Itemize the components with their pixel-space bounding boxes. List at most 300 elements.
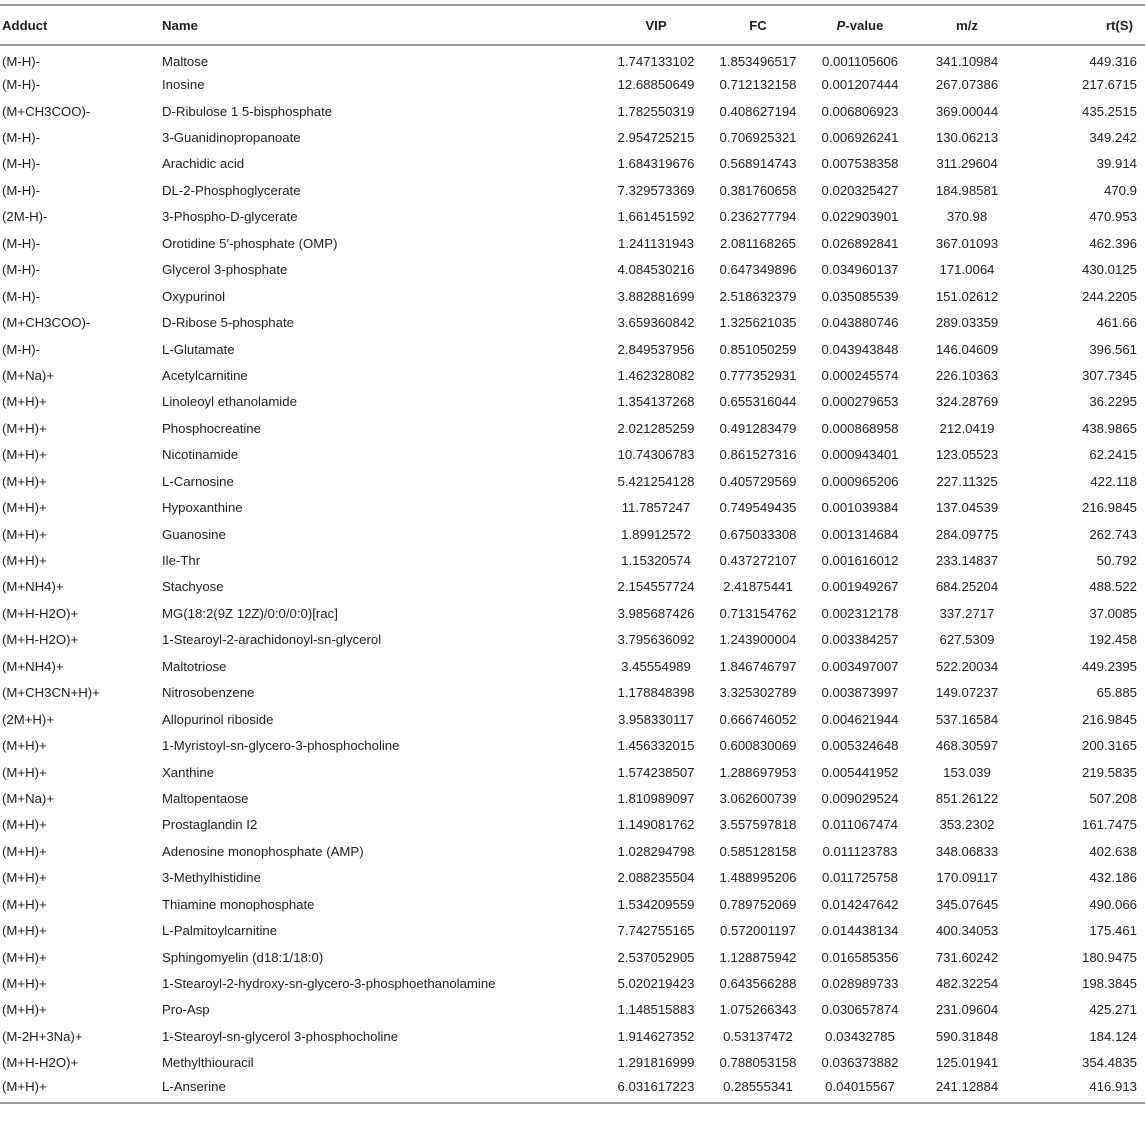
cell-name: Stachyose — [162, 579, 224, 595]
cell-p-value: 0.006926241 — [821, 130, 899, 146]
cell-mz: 284.09775 — [935, 526, 999, 542]
cell-fc: 1.243900004 — [719, 632, 797, 648]
cell-fc: 1.075266343 — [719, 1002, 797, 1018]
cell-fc: 0.572001197 — [719, 923, 797, 939]
cell-p-value: 0.002312178 — [821, 605, 899, 621]
cell-adduct: (M+H)+ — [2, 500, 47, 516]
cell-fc: 0.675033308 — [719, 526, 797, 542]
cell-fc: 0.749549435 — [719, 500, 797, 516]
cell-name: Ile-Thr — [162, 553, 201, 569]
cell-rt: 416.913 — [1020, 1076, 1145, 1102]
cell-adduct: (M+H)+ — [2, 923, 47, 939]
cell-vip: 2.537052905 — [617, 949, 695, 965]
cell-name: L-Carnosine — [162, 473, 234, 489]
cell-vip: 2.849537956 — [617, 341, 695, 357]
cell-adduct: (M-H)- — [2, 182, 41, 198]
cell-p-value: 0.003497007 — [821, 658, 899, 674]
cell-name: 3-Phospho-D-glycerate — [162, 209, 298, 225]
cell-vip: 1.456332015 — [617, 738, 695, 754]
cell-vip: 1.747133102 — [617, 54, 695, 70]
table-row — [0, 494, 1145, 520]
table-row — [0, 151, 1145, 177]
cell-adduct: (M+H-H2O)+ — [2, 632, 79, 648]
cell-name: Xanthine — [162, 764, 215, 780]
cell-rt: 396.561 — [1089, 341, 1137, 357]
cell-p-value: 0.001039384 — [821, 500, 899, 516]
cell-adduct: (M-H)- — [2, 77, 41, 93]
cell-mz: 146.04609 — [935, 341, 999, 357]
table-row — [0, 759, 1145, 785]
cell-vip: 7.742755165 — [617, 923, 695, 939]
table-row — [0, 970, 1145, 996]
cell-vip: 3.795636092 — [617, 632, 695, 648]
table-row — [0, 204, 1145, 230]
cell-p-value: 0.036373882 — [821, 1055, 899, 1071]
cell-adduct: (M+H)+ — [2, 896, 47, 912]
cell-mz: 311.29604 — [936, 156, 998, 172]
cell-mz: 231.09604 — [935, 1002, 999, 1018]
cell-adduct: (M+CH3CN+H)+ — [2, 685, 100, 701]
cell-name: Pro-Asp — [162, 1002, 210, 1018]
cell-p-value: 0.000868958 — [821, 420, 899, 436]
table-row — [0, 944, 1145, 970]
cell-vip: 3.958330117 — [617, 711, 695, 727]
cell-p-value: 0.014438134 — [821, 923, 899, 939]
cell-name: Maltopentaose — [162, 790, 249, 806]
cell-fc: 0.491283479 — [719, 420, 797, 436]
cell-rt: 435.2515 — [1081, 103, 1137, 119]
cell-fc: 0.647349896 — [719, 262, 797, 278]
cell-vip: 1.661451592 — [617, 209, 695, 225]
cell-mz: 400.34053 — [935, 923, 999, 939]
cell-rt: 402.638 — [1089, 843, 1137, 859]
cell-p-value: 0.003873997 — [821, 685, 899, 701]
cell-fc: 2.518632379 — [719, 288, 797, 304]
cell-name: Arachidic acid — [162, 156, 245, 172]
cell-name: Methylthiouracil — [162, 1055, 254, 1071]
cell-mz: 171.0064 — [939, 262, 995, 278]
table-body — [0, 45, 1145, 1103]
cell-fc: 3.062600739 — [719, 790, 797, 806]
cell-p-value: 0.034960137 — [821, 262, 899, 278]
cell-mz: 348.06833 — [935, 843, 999, 859]
table-row — [0, 362, 1145, 388]
cell-vip: 3.45554989 — [621, 658, 691, 674]
cell-rt: 65.885 — [1096, 685, 1137, 701]
table-row — [0, 785, 1145, 811]
cell-vip: 1.178848398 — [617, 685, 695, 701]
table-row — [0, 98, 1145, 124]
cell-name: Adenosine monophosphate (AMP) — [162, 843, 364, 859]
cell-vip: 1.534209559 — [617, 896, 695, 912]
cell-adduct: (M+CH3COO)- — [2, 103, 91, 119]
cell-fc: 1.853496517 — [719, 54, 797, 70]
cell-mz: 537.16584 — [935, 711, 999, 727]
cell-rt: 507.208 — [1089, 790, 1137, 806]
table-row — [0, 468, 1145, 494]
cell-rt: 354.4835 — [1081, 1055, 1137, 1071]
cell-adduct: (2M+H)+ — [2, 711, 55, 727]
cell-vip: 5.020219423 — [617, 976, 695, 992]
cell-name: 3-Methylhistidine — [162, 870, 261, 886]
cell-p-value: 0.035085539 — [821, 288, 899, 304]
cell-name: Inosine — [162, 77, 205, 93]
cell-rt: 175.461 — [1089, 923, 1137, 939]
cell-mz: 345.07645 — [935, 896, 999, 912]
cell-rt: 37.0085 — [1089, 605, 1137, 621]
cell-p-value: 0.005441952 — [821, 764, 899, 780]
cell-name: Nitrosobenzene — [162, 685, 255, 701]
cell-fc: 3.557597818 — [719, 817, 797, 833]
cell-p-value: 0.014247642 — [821, 896, 899, 912]
cell-name: Allopurinol riboside — [162, 711, 274, 727]
table-row — [0, 812, 1145, 838]
table-row — [0, 257, 1145, 283]
cell-p-value: 0.000245574 — [821, 367, 899, 383]
cell-name: 1-Stearoyl-sn-glycerol 3-phosphocholine — [162, 1028, 399, 1044]
header-p-suffix: -value — [845, 17, 884, 33]
cell-fc: 1.846746797 — [719, 658, 797, 674]
cell-vip: 1.684319676 — [617, 156, 695, 172]
cell-adduct: (M+H)+ — [2, 394, 47, 410]
cell-vip: 1.782550319 — [617, 103, 695, 119]
cell-mz: 226.10363 — [935, 367, 999, 383]
cell-adduct: (M+NH4)+ — [2, 658, 64, 674]
cell-adduct: (M-H)- — [2, 341, 41, 357]
cell-vip: 10.74306783 — [617, 447, 695, 463]
table-row — [0, 997, 1145, 1023]
cell-name: D-Ribose 5-phosphate — [162, 315, 294, 331]
cell-fc: 0.861527316 — [719, 447, 797, 463]
cell-vip: 12.68850649 — [617, 77, 695, 93]
cell-p-value: 0.011123783 — [822, 843, 898, 859]
cell-name: Hypoxanthine — [162, 500, 243, 516]
table-row — [0, 230, 1145, 256]
table-row — [0, 71, 1145, 97]
cell-fc: 3.325302789 — [719, 685, 797, 701]
cell-fc: 0.408627194 — [719, 103, 797, 119]
table-row — [0, 283, 1145, 309]
cell-name: D-Ribulose 1 5-bisphosphate — [162, 103, 333, 119]
cell-vip: 7.329573369 — [617, 182, 695, 198]
cell-vip: 1.148515883 — [617, 1002, 695, 1018]
table-row — [0, 891, 1145, 917]
cell-p-value: 0.001105606 — [821, 54, 899, 70]
cell-name: Glycerol 3-phosphate — [162, 262, 288, 278]
cell-rt: 470.9 — [1103, 182, 1137, 198]
cell-name: Prostaglandin I2 — [162, 817, 258, 833]
cell-name: Orotidine 5′-phosphate (OMP) — [162, 235, 338, 251]
table-row — [0, 706, 1145, 732]
cell-adduct: (M+H)+ — [2, 420, 47, 436]
cell-adduct: (M+H)+ — [0, 1076, 162, 1102]
cell-p-value: 0.011067474 — [821, 817, 899, 833]
table-row — [0, 865, 1145, 891]
cell-mz: 369.00044 — [935, 103, 999, 119]
cell-vip: 3.985687426 — [617, 605, 695, 621]
cell-name: Guanosine — [162, 526, 226, 542]
cell-vip: 3.659360842 — [617, 315, 695, 331]
cell-vip: 1.149081762 — [617, 817, 695, 833]
cell-p-value: 0.000943401 — [821, 447, 899, 463]
cell-mz: 227.11325 — [936, 473, 998, 489]
cell-rt: 438.9865 — [1081, 420, 1137, 436]
cell-name: Oxypurinol — [162, 288, 226, 304]
cell-mz: 130.06213 — [935, 130, 999, 146]
cell-adduct: (M+NH4)+ — [2, 579, 64, 595]
cell-rt: 184.124 — [1089, 1028, 1137, 1044]
table-row — [0, 1076, 1145, 1102]
cell-vip: 1.810989097 — [617, 790, 695, 806]
cell-name: Sphingomyelin (d18:1/18:0) — [162, 949, 324, 965]
cell-fc: 0.851050259 — [719, 341, 797, 357]
cell-rt: 219.5835 — [1081, 764, 1137, 780]
table-row — [0, 442, 1145, 468]
cell-p-value: 0.001949267 — [821, 579, 899, 595]
cell-rt: 217.6715 — [1081, 77, 1137, 93]
cell-mz: 123.05523 — [935, 447, 999, 463]
cell-rt: 200.3165 — [1081, 738, 1137, 754]
cell-name: L-Anserine — [162, 1076, 602, 1102]
cell-adduct: (M+H-H2O)+ — [2, 1055, 79, 1071]
cell-mz: 367.01093 — [935, 235, 999, 251]
cell-mz: 233.14837 — [935, 553, 999, 569]
cell-vip: 2.021285259 — [617, 420, 695, 436]
cell-vip: 1.574238507 — [617, 764, 695, 780]
cell-adduct: (M+Na)+ — [2, 790, 55, 806]
cell-vip: 2.154557724 — [617, 579, 695, 595]
cell-adduct: (M+H)+ — [2, 473, 47, 489]
cell-mz: 731.60242 — [935, 949, 999, 965]
cell-rt: 488.522 — [1089, 579, 1137, 595]
cell-adduct: (M-H)- — [2, 262, 41, 278]
cell-p-value: 0.005324648 — [821, 738, 899, 754]
cell-mz: 289.03359 — [935, 315, 999, 331]
cell-adduct: (M-H)- — [2, 130, 41, 146]
cell-vip: 1.354137268 — [617, 394, 695, 410]
cell-fc: 0.712132158 — [719, 77, 797, 93]
cell-mz: 522.20034 — [935, 658, 999, 674]
cell-adduct: (M+H-H2O)+ — [2, 605, 79, 621]
table-row — [0, 1023, 1145, 1049]
cell-name: Thiamine monophosphate — [162, 896, 315, 912]
cell-fc: 1.288697953 — [719, 764, 797, 780]
table-row — [0, 838, 1145, 864]
cell-p-value: 0.001314684 — [821, 526, 899, 542]
table-row — [0, 547, 1145, 573]
cell-mz: 468.30597 — [935, 738, 999, 754]
cell-fc: 2.41875441 — [723, 579, 793, 595]
cell-rt: 470.953 — [1089, 209, 1137, 225]
header-adduct: Adduct — [0, 5, 162, 45]
cell-adduct: (M+H)+ — [2, 843, 47, 859]
cell-name: Nicotinamide — [162, 447, 239, 463]
cell-vip: 1.15320574 — [621, 553, 691, 569]
cell-vip: 2.088235504 — [617, 870, 695, 886]
cell-mz: 170.09117 — [936, 870, 998, 886]
table-row — [0, 336, 1145, 362]
cell-fc: 0.381760658 — [719, 182, 797, 198]
cell-name: Acetylcarnitine — [162, 367, 248, 383]
cell-mz: 153.039 — [943, 764, 991, 780]
cell-rt: 462.396 — [1089, 235, 1137, 251]
cell-p-value: 0.043880746 — [821, 315, 899, 331]
header-name: Name — [162, 5, 602, 45]
cell-mz: 337.2717 — [939, 605, 995, 621]
cell-adduct: (M+H)+ — [2, 949, 47, 965]
cell-name: Maltose — [162, 54, 209, 70]
cell-adduct: (M+H)+ — [2, 553, 47, 569]
cell-rt: 430.0125 — [1081, 262, 1137, 278]
table-row — [0, 45, 1145, 71]
cell-adduct: (M+H)+ — [2, 1002, 47, 1018]
cell-mz: 341.10984 — [935, 54, 999, 70]
cell-vip: 1.914627352 — [617, 1028, 695, 1044]
cell-name: 1-Stearoyl-2-arachidonoyl-sn-glycerol — [162, 632, 382, 648]
cell-fc: 0.585128158 — [719, 843, 797, 859]
cell-adduct: (M+H)+ — [2, 738, 47, 754]
metabolite-table — [0, 4, 1145, 1104]
cell-p-value: 0.009029524 — [821, 790, 899, 806]
cell-rt: 244.2205 — [1081, 288, 1137, 304]
cell-name: Phosphocreatine — [162, 420, 261, 436]
table-row — [0, 521, 1145, 547]
cell-fc: 0.789752069 — [719, 896, 797, 912]
cell-mz: 137.04539 — [935, 500, 999, 516]
cell-fc: 0.655316044 — [719, 394, 797, 410]
cell-p-value: 0.03432785 — [825, 1028, 895, 1044]
cell-p-value: 0.016585356 — [821, 949, 899, 965]
cell-rt: 349.242 — [1089, 130, 1137, 146]
cell-mz: 370.98 — [946, 209, 988, 225]
table-row — [0, 574, 1145, 600]
table-row — [0, 415, 1145, 441]
cell-p-value: 0.011725758 — [821, 870, 899, 886]
cell-p-value: 0.043943848 — [821, 341, 899, 357]
cell-adduct: (M-H)- — [2, 288, 41, 304]
header-p-letter: P — [836, 17, 846, 33]
cell-fc: 0.405729569 — [719, 473, 797, 489]
cell-vip: 5.421254128 — [617, 473, 695, 489]
cell-mz: 125.01941 — [935, 1055, 999, 1071]
cell-p-value: 0.003384257 — [821, 632, 899, 648]
cell-rt: 307.7345 — [1081, 367, 1137, 383]
cell-fc: 0.777352931 — [719, 367, 797, 383]
header-vip: VIP — [602, 5, 710, 45]
cell-p-value: 0.04015567 — [806, 1076, 914, 1102]
cell-mz: 482.32254 — [935, 976, 999, 992]
cell-mz: 267.07386 — [935, 77, 999, 93]
cell-name: DL-2-Phosphoglycerate — [162, 182, 301, 198]
table-row — [0, 1050, 1145, 1076]
cell-vip: 3.882881699 — [617, 288, 695, 304]
cell-mz: 241.12884 — [914, 1076, 1020, 1102]
cell-mz: 184.98581 — [935, 182, 999, 198]
cell-adduct: (M+H)+ — [2, 447, 47, 463]
cell-p-value: 0.007538358 — [821, 156, 899, 172]
cell-p-value: 0.000965206 — [821, 473, 899, 489]
cell-rt: 216.9845 — [1081, 711, 1137, 727]
cell-adduct: (M+H)+ — [2, 764, 47, 780]
cell-fc: 1.128875942 — [719, 949, 797, 965]
cell-name: Linoleoyl ethanolamide — [162, 394, 297, 410]
cell-fc: 1.325621035 — [719, 315, 797, 331]
cell-fc: 0.53137472 — [723, 1028, 793, 1044]
cell-fc: 0.788053158 — [719, 1055, 797, 1071]
cell-rt: 36.2295 — [1089, 394, 1137, 410]
cell-adduct: (M+Na)+ — [2, 367, 55, 383]
cell-name: 1-Stearoyl-2-hydroxy-sn-glycero-3-phosphoethanolamine — [162, 976, 496, 992]
cell-mz: 684.25204 — [935, 579, 999, 595]
cell-adduct: (M-2H+3Na)+ — [2, 1028, 83, 1044]
cell-name: MG(18:2(9Z 12Z)/0:0/0:0)[rac] — [162, 605, 338, 621]
cell-vip: 1.89912572 — [621, 526, 691, 542]
cell-p-value: 0.001616012 — [821, 553, 899, 569]
table-row — [0, 627, 1145, 653]
cell-p-value: 0.004621944 — [821, 711, 899, 727]
cell-adduct: (2M-H)- — [2, 209, 48, 225]
cell-rt: 192.458 — [1089, 632, 1137, 648]
cell-name: 3-Guanidinopropanoate — [162, 130, 301, 146]
header-p-value — [806, 5, 914, 45]
cell-mz: 324.28769 — [935, 394, 999, 410]
cell-rt: 449.2395 — [1081, 658, 1137, 674]
cell-mz: 627.5309 — [939, 632, 995, 648]
table-row — [0, 600, 1145, 626]
cell-adduct: (M+H)+ — [2, 817, 47, 833]
cell-rt: 262.743 — [1089, 526, 1137, 542]
cell-fc: 0.706925321 — [719, 130, 797, 146]
cell-fc: 1.488995206 — [719, 870, 797, 886]
table-row — [0, 177, 1145, 203]
cell-rt: 490.066 — [1089, 896, 1137, 912]
header-mz: m/z — [914, 5, 1020, 45]
cell-name: L-Palmitoylcarnitine — [162, 923, 278, 939]
cell-p-value: 0.001207444 — [821, 77, 899, 93]
table-row — [0, 124, 1145, 150]
cell-name: 1-Myristoyl-sn-glycero-3-phosphocholine — [162, 738, 400, 754]
cell-mz: 590.31848 — [935, 1028, 999, 1044]
cell-vip: 1.291816999 — [617, 1055, 695, 1071]
cell-fc: 0.236277794 — [719, 209, 797, 225]
cell-p-value: 0.022903901 — [821, 209, 899, 225]
cell-rt: 216.9845 — [1081, 500, 1137, 516]
cell-mz: 151.02612 — [935, 288, 999, 304]
header-rt: rt(S) — [1020, 5, 1145, 45]
cell-adduct: (M+CH3COO)- — [2, 315, 91, 331]
cell-rt: 50.792 — [1096, 553, 1137, 569]
table-row — [0, 653, 1145, 679]
table-row — [0, 917, 1145, 943]
cell-mz: 851.26122 — [935, 790, 999, 806]
cell-vip: 4.084530216 — [617, 262, 695, 278]
cell-adduct: (M+H)+ — [2, 976, 47, 992]
cell-p-value: 0.030657874 — [821, 1002, 899, 1018]
cell-rt: 422.118 — [1090, 473, 1137, 489]
cell-mz: 212.0419 — [939, 420, 995, 436]
cell-rt: 425.271 — [1089, 1002, 1137, 1018]
cell-name: L-Glutamate — [162, 341, 235, 357]
table-row — [0, 732, 1145, 758]
cell-adduct: (M-H)- — [2, 235, 41, 251]
cell-vip: 2.954725215 — [617, 130, 695, 146]
header-row — [0, 5, 1145, 45]
cell-mz: 353.2302 — [939, 817, 995, 833]
cell-rt: 449.316 — [1089, 54, 1137, 70]
cell-rt: 39.914 — [1096, 156, 1137, 172]
cell-fc: 0.643566288 — [719, 976, 797, 992]
cell-vip: 11.7857247 — [621, 500, 691, 516]
